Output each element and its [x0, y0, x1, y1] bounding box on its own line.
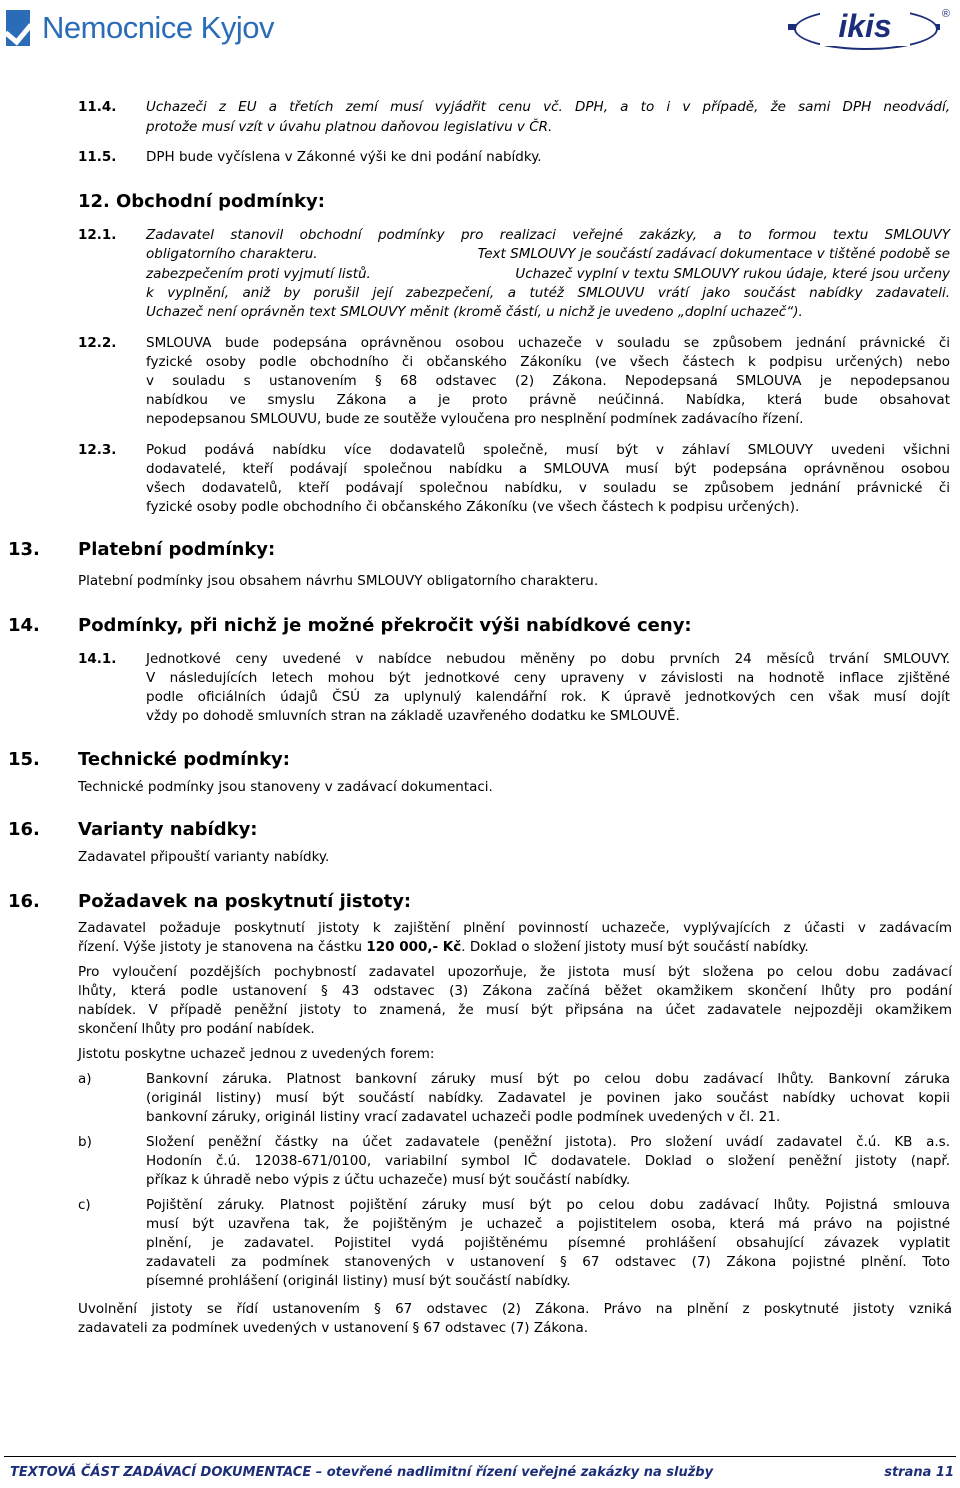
paragraph-line: nepodepsanou SMLOUVU, bude ze soutěže vyloučena pro nesplnění podmínek zadávacího řízení.: [146, 411, 804, 427]
section-number: 14.1.: [78, 651, 117, 667]
heading-number: 16.: [8, 819, 40, 840]
paragraph-line: k vyplnění, aniž by porušil její zabezpečení, a tutéž SMLOUVU vrátí jako součást nabídky zadavateli.: [146, 285, 950, 301]
list-marker: a): [78, 1071, 92, 1087]
paragraph-line: Uvolnění jistoty se řídí ustanovením § 67 odstavec (2) Zákona. Právo na plnění z poskytnuté jistoty vzniká: [78, 1301, 952, 1317]
heading-pozadavek-jistoty: Požadavek na poskytnutí jistoty:: [78, 891, 412, 912]
paragraph-line: dodavatelé, kteří podávají společnou nabídku a SMLOUVA musí být podepsána oprávněnou osobou: [146, 461, 950, 477]
paragraph-line: Zadavatel stanovil obchodní podmínky pro realizaci veřejné zakázky, a to formou textu SMLOUVY: [146, 227, 950, 243]
section-number: 11.5.: [78, 149, 117, 165]
paragraph-line: Hodonín č.ú. 12038-671/0100, variabilní symbol IČ dodavatele. Doklad o složení peněžní jistoty (např.: [146, 1153, 950, 1169]
jistota-amount: 120 000,- Kč: [366, 939, 462, 955]
paragraph-line: Zadavatel požaduje poskytnutí jistoty k zajištění plnění povinností uchazeče, vyplývajících z účasti v zadávacím: [78, 920, 952, 936]
logo-text-right: ikis: [820, 6, 910, 46]
heading-varianty-nabidky: Varianty nabídky:: [78, 819, 258, 840]
heading-podminky-prekroceni: Podmínky, při nichž je možné překročit výši nabídkové ceny:: [78, 615, 692, 636]
paragraph-line: Pojištění záruky. Platnost pojištění záruky musí být po celou dobu zadávací lhůty. Pojistná smlouva: [146, 1197, 950, 1213]
paragraph-line: zabezpečením proti vyjmutí listů.: [146, 266, 371, 282]
paragraph-line: Pro vyloučení pozdějších pochybností zadavatel upozorňuje, že jistota musí být složena po celou dobu zadávací: [78, 964, 952, 980]
paragraph-line: obligatorního charakteru.: [146, 246, 318, 262]
section-number: 12.3.: [78, 442, 117, 458]
heading-number: 13.: [8, 539, 40, 560]
paragraph-line: SMLOUVA bude podepsána oprávněnou osobou uchazeče v souladu se způsobem jednání právnické či: [146, 335, 950, 351]
paragraph-line: v souladu s ustanovením § 68 odstavec (2) Zákona. Nepodepsaná SMLOUVA je nepodepsanou: [146, 373, 950, 389]
paragraph-line: Uchazeči z EU a třetích zemí musí vyjádřit cenu vč. DPH, a to i v případě, že sami DPH neodvádí,: [146, 99, 950, 115]
paragraph-line: fyzické osoby podle obchodního či občanského Zákoníku (ve všech částech k podpisu určených).: [146, 499, 800, 515]
paragraph-line: Složení peněžní částky na účet zadavatele (peněžní jistota). Pro složení uvádí zadavatel č.ú. KB a.s.: [146, 1134, 950, 1150]
paragraph-line: vždy po dohodě smluvních stran na základě uzavřeného dodatku ke SMLOUVĚ.: [146, 708, 680, 724]
paragraph-line: [78, 938, 809, 956]
paragraph-line: V následujících letech mohou být jednotkové ceny upraveny v závislosti na hodnotě inflace zjištěné: [146, 670, 950, 686]
paragraph-line: Pokud podává nabídku více dodavatelů společně, musí být v záhlaví SMLOUVY uvedeni všichni: [146, 442, 950, 458]
paragraph-line: Uchazeč není oprávněn text SMLOUVY měnit (kromě částí, u nichž je uvedeno „doplní uchazeč“).: [146, 304, 803, 320]
heading-number: 16.: [8, 891, 40, 912]
paragraph-line: zadavateli za podmínek uvedených v ustanovení § 67 odstavec (7) Zákona.: [78, 1320, 589, 1336]
footer-title: TEXTOVÁ ČÁST ZADÁVACÍ DOKUMENTACE – otevřené nadlimitní řízení veřejné zakázky na služby: [10, 1465, 714, 1480]
heading-number: 15.: [8, 749, 40, 770]
registered-mark: ®: [941, 8, 950, 20]
paragraph-line: DPH bude vyčíslena v Zákonné výši ke dni podání nabídky.: [146, 149, 542, 165]
heading-number: 12.: [78, 191, 110, 212]
paragraph-line: Text SMLOUVY je součástí zadávací dokumentace v tištěné podobě se: [477, 246, 950, 262]
paragraph-text: řízení. Výše jistoty je stanovena na částku: [78, 939, 363, 955]
paragraph-line: Platební podmínky jsou obsahem návrhu SMLOUVY obligatorního charakteru.: [78, 573, 599, 589]
paragraph-line: nabídkou ve smyslu Zákona a je proto právně neúčinná. Nabídka, která bude obsahovat: [146, 392, 950, 408]
paragraph-line: musí být uzavřena tak, že pojištěným je uchazeč a pojistitelem osoba, která má právo na pojistné: [146, 1216, 950, 1232]
paragraph-line: Bankovní záruka. Platnost bankovní záruky musí být po celou dobu zadávací lhůty. Bankovní záruka: [146, 1071, 950, 1087]
paragraph-line: všech dodavatelů, kteří podávají společnou nabídku, v souladu se způsobem jednání právnické či: [146, 480, 950, 496]
paragraph-line: zadavateli za podmínek stanovených v ustanovení § 67 odstavec (7) Zákona pojistné plnění. Toto: [146, 1254, 950, 1270]
heading-technicke-podminky: Technické podmínky:: [78, 749, 290, 770]
paragraph-line: nabídek. V případě peněžní jistoty to znamená, že musí být připsána na účet zadavatele nejpozději okamžikem: [78, 1002, 952, 1018]
paragraph-line: skončení lhůty pro podání nabídek.: [78, 1021, 315, 1037]
paragraph-line: písemné prohlášení (originál listiny) musí být součástí nabídky.: [146, 1273, 571, 1289]
heading-obchodni-podminky: Obchodní podmínky:: [116, 191, 325, 212]
section-number: 11.4.: [78, 99, 117, 115]
footer-divider: [4, 1456, 956, 1457]
section-number: 12.2.: [78, 335, 117, 351]
paragraph-line: (originál listiny) musí být součástí nabídky. Zadavatel je povinen jako součást nabídky uchovat kopii: [146, 1090, 950, 1106]
heading-platebni-podminky: Platební podmínky:: [78, 539, 276, 560]
paragraph-line: plnění, je zadavatel. Pojistitel vydá pojištěnému písemné prohlášení obsahující závazek vyplatit: [146, 1235, 950, 1251]
list-marker: b): [78, 1134, 92, 1150]
paragraph-line: příkaz k úhradě nebo výpis z účtu uchazeče) musí být součástí nabídky.: [146, 1172, 631, 1188]
logo-text-left: Nemocnice Kyjov: [42, 10, 274, 45]
section-number: 12.1.: [78, 227, 117, 243]
paragraph-text: . Doklad o složení jistoty musí být součástí nabídky.: [461, 939, 809, 955]
paragraph-line: Jednotkové ceny uvedené v nabídce nebudou měněny po dobu prvních 24 měsíců trvání SMLOUVY.: [146, 651, 950, 667]
paragraph-line: Uchazeč vyplní v textu SMLOUVY rukou údaje, které jsou určeny: [515, 266, 950, 282]
paragraph-line: protože musí vzít v úvahu platnou daňovou legislativu v ČR.: [146, 119, 553, 135]
paragraph-line: Zadavatel připouští varianty nabídky.: [78, 849, 330, 865]
paragraph-line: Technické podmínky jsou stanoveny v zadávací dokumentaci.: [78, 779, 493, 795]
paragraph-line: fyzické osoby podle obchodního či občanského Zákoníku (ve všech částech k podpisu určených) nebo: [146, 354, 950, 370]
heading-number: 14.: [8, 615, 40, 636]
page-number: strana 11: [884, 1465, 954, 1480]
paragraph-line: lhůty, která podle ustanovení § 43 odstavec (3) Zákona začíná běžet okamžikem skončení lhůty pro podání: [78, 983, 952, 999]
paragraph-line: bankovní záruky, originál listiny vrací zadavatel uchazeči podle podmínek uvedených v čl. 21.: [146, 1109, 781, 1125]
list-marker: c): [78, 1197, 91, 1213]
paragraph-line: podle oficiálních údajů ČSÚ za uplynulý kalendářní rok. K úpravě jednotkových cen však musí dojít: [146, 689, 950, 705]
paragraph-line: Jistotu poskytne uchazeč jednou z uvedených forem:: [78, 1046, 435, 1062]
